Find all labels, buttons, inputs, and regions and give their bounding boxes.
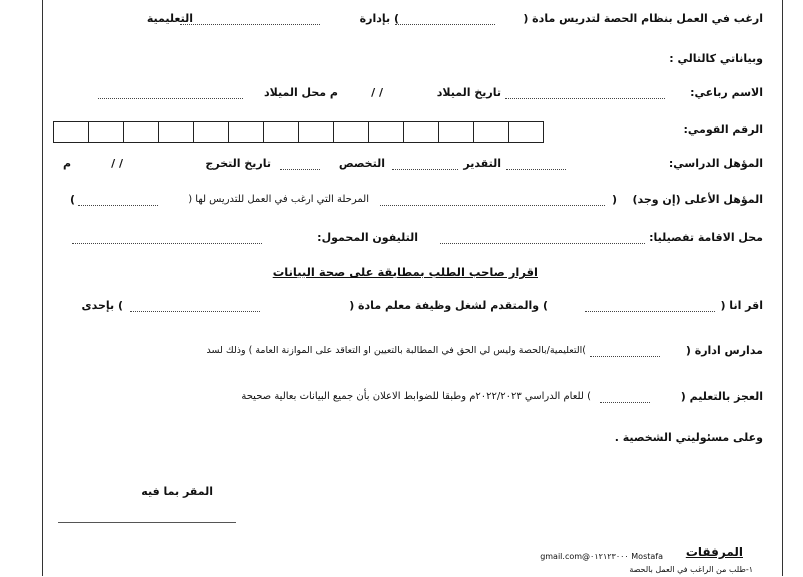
- grad-label: تاريخ التخرج: [205, 157, 271, 170]
- higher-label: المؤهل الأعلى (إن وجد): [632, 193, 763, 206]
- spec-field[interactable]: [280, 169, 320, 170]
- national-id-digit-box[interactable]: [508, 121, 544, 143]
- page-border-right: [782, 0, 783, 576]
- decl-subject-field[interactable]: [130, 311, 260, 312]
- subject-field[interactable]: [395, 24, 495, 25]
- national-id-boxes: [53, 121, 544, 143]
- signature-line[interactable]: [58, 522, 236, 523]
- qualification-label: المؤهل الدراسي:: [668, 157, 763, 170]
- grade-label: التقدير: [463, 157, 501, 170]
- decl-edu-field[interactable]: [600, 402, 650, 403]
- grad-m: م: [62, 157, 71, 170]
- intro-text: ارغب في العمل بنظام الحصة لتدريس مادة (: [523, 12, 763, 25]
- residence-label: محل الاقامة تفصيليا:: [649, 231, 763, 244]
- data-intro: وبياناتي كالتالي :: [669, 52, 763, 65]
- phone-label: التليفون المحمول:: [317, 231, 418, 244]
- signature-label: المقر بما فيه: [141, 485, 213, 498]
- higher-field[interactable]: [380, 205, 605, 206]
- decl1-a: اقر انا (: [720, 299, 763, 312]
- higher-close: ): [69, 193, 75, 206]
- national-id-digit-box[interactable]: [333, 121, 369, 143]
- higher-open: (: [611, 193, 617, 206]
- grad-date: / /: [111, 157, 123, 170]
- stage-label: المرحلة التي ارغب في العمل للتدريس لها (: [188, 194, 369, 205]
- decl2-b: )التعليمية/بالحصة وليس لي الحق في المطالبة بالتعيين او التعاقد على الموازنة العامة ) وذلك لسد: [206, 345, 586, 356]
- residence-field[interactable]: [440, 243, 645, 244]
- decl-admin-field[interactable]: [590, 356, 660, 357]
- admin-field[interactable]: [180, 24, 320, 25]
- attachments-title: المرفقات: [685, 545, 743, 559]
- phone-field[interactable]: [72, 243, 262, 244]
- decl1-c: ) بإحدى: [81, 299, 123, 312]
- admin-text: ) بإدارة: [359, 12, 399, 25]
- decl3-a: العجز بالتعليم (: [680, 390, 763, 403]
- dob-label: تاريخ الميلاد: [436, 86, 501, 99]
- qualification-field[interactable]: [506, 169, 566, 170]
- stage-field[interactable]: [78, 205, 158, 206]
- grade-field[interactable]: [392, 169, 458, 170]
- spec-label: التخصص: [338, 157, 385, 170]
- national-id-digit-box[interactable]: [263, 121, 299, 143]
- declaration-title: اقرار صاحب الطلب بمطابقة على صحة البيانات: [272, 265, 538, 279]
- declarant-name-field[interactable]: [585, 311, 715, 312]
- national-id-digit-box[interactable]: [438, 121, 474, 143]
- national-id-digit-box[interactable]: [193, 121, 229, 143]
- national-id-digit-box[interactable]: [158, 121, 194, 143]
- decl4: وعلى مسئوليتي الشخصية .: [614, 431, 763, 444]
- edu-text: التعليمية: [146, 12, 193, 25]
- decl2-a: مدارس ادارة (: [685, 344, 763, 357]
- attachment-item-1: ١-طلب من الراغب في العمل بالحصة: [629, 565, 753, 574]
- dob-date: / /: [371, 86, 383, 99]
- pob-field[interactable]: [98, 98, 243, 99]
- national-id-digit-box[interactable]: [123, 121, 159, 143]
- decl3-b: ) للعام الدراسي ٢٠٢٢/٢٠٢٣م وطبقا للضوابط الاعلان بأن جميع البيانات بعالية صحيحة: [241, 391, 591, 402]
- decl1-b: ) والمتقدم لشغل وظيفة معلم مادة (: [349, 299, 548, 312]
- attachments-email: Mostafa ٠١٢١٢٣٠٠٠@gmail.com: [540, 552, 663, 561]
- name-label: الاسم رباعي:: [690, 86, 763, 99]
- national-id-label: الرقم القومي:: [683, 123, 763, 136]
- national-id-digit-box[interactable]: [298, 121, 334, 143]
- national-id-digit-box[interactable]: [473, 121, 509, 143]
- national-id-digit-box[interactable]: [368, 121, 404, 143]
- national-id-digit-box[interactable]: [53, 121, 89, 143]
- name-field[interactable]: [505, 98, 665, 99]
- pob-label: م محل الميلاد: [263, 86, 338, 99]
- page-border-left: [42, 0, 43, 576]
- national-id-digit-box[interactable]: [403, 121, 439, 143]
- national-id-digit-box[interactable]: [228, 121, 264, 143]
- national-id-digit-box[interactable]: [88, 121, 124, 143]
